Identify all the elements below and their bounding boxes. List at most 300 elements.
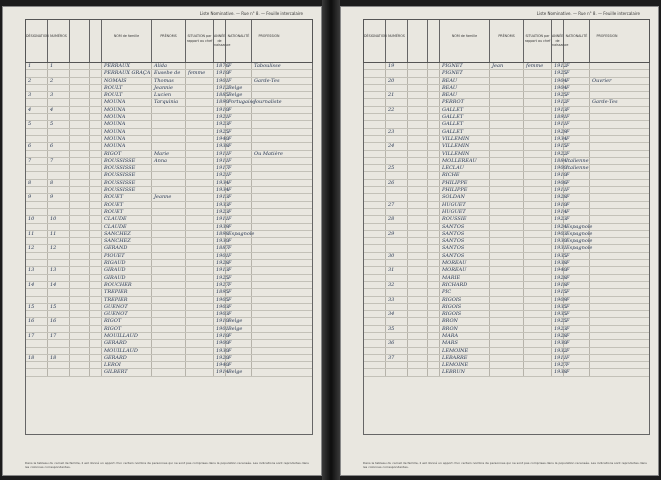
table-cell: 1921 [216,172,229,179]
table-cell [524,92,552,98]
table-cell [186,318,214,324]
table-cell: F [564,107,590,113]
table-row [364,267,649,274]
table-cell: 5 [48,121,70,127]
table-cell: 1891 [554,114,567,121]
table-cell [364,180,386,186]
table-cell [186,78,214,84]
table-cell [252,297,286,303]
table-cell [428,121,440,127]
table-row [26,348,312,355]
table-cell [364,143,386,149]
table-cell [408,275,428,281]
table-row [364,260,649,267]
table-cell [590,333,624,339]
table-cell [70,318,90,324]
table-cell: 1876 [216,63,229,69]
table-cell: 5 [26,121,48,127]
table-row [364,194,649,201]
table-cell: LEBARRE [440,355,490,361]
table-cell: GILBERT [102,369,152,375]
table-cell [490,340,524,346]
table-cell [386,369,408,375]
table-row [364,63,649,70]
table-row [26,187,312,194]
table-cell [152,238,186,244]
table-row [364,172,649,179]
table-cell: F [226,63,252,69]
table-cell: F [226,209,252,215]
table-cell [252,267,286,273]
column-header: DÉSIGNATION [364,20,386,62]
table-cell [428,180,440,186]
table-cell [90,114,102,120]
table-cell: F [226,194,252,200]
table-cell [364,275,386,281]
table-cell [524,275,552,281]
table-cell [252,282,286,288]
table-cell: 33 [386,297,408,303]
register-rows [363,63,650,435]
table-row [26,311,312,318]
table-cell: 1901 [216,325,229,332]
table-cell [364,158,386,164]
table-cell: 1935 [554,252,567,259]
table-row [364,318,649,325]
table-cell: CLAUDE [102,224,152,230]
column-header [428,20,440,62]
table-cell [26,136,48,142]
table-cell [90,129,102,135]
table-cell: 1910 [216,70,229,77]
table-cell [364,297,386,303]
table-cell: 1915 [554,143,567,150]
table-cell [152,289,186,295]
table-cell: ROUET [102,194,152,200]
table-row [26,333,312,340]
table-cell [70,267,90,273]
table-cell: 34 [386,311,408,317]
table-row [26,92,312,99]
table-cell [428,85,440,91]
table-row [364,348,649,355]
table-cell [186,85,214,91]
table-cell [490,231,524,237]
table-cell [364,238,386,244]
table-cell: F [226,355,252,361]
table-cell: F [226,114,252,120]
table-cell [152,253,186,259]
column-header: PRÉNOMS [490,20,524,62]
table-cell: Espagnole [566,238,593,245]
table-cell [364,333,386,339]
table-cell [408,187,428,193]
table-cell: Italienne [566,165,589,172]
table-cell: 37 [386,355,408,361]
table-cell: F [564,369,590,375]
table-cell: 1922 [554,150,567,157]
table-cell [152,260,186,266]
table-cell [152,333,186,339]
table-cell [48,297,70,303]
table-cell [252,114,286,120]
table-cell [186,92,214,98]
table-cell: PERROT [440,99,490,105]
table-cell [252,158,286,164]
table-cell: 1923 [554,325,567,332]
table-row [26,238,312,245]
table-cell: 7 [48,158,70,164]
table-cell: 1911 [216,216,229,223]
table-cell: MOUNA [102,136,152,142]
table-cell [186,209,214,215]
table-cell: RIGOT [102,326,152,332]
table-cell [186,348,214,354]
table-cell: Jean [490,63,524,69]
table-cell [590,253,624,259]
table-cell: 1910 [216,106,229,113]
table-cell: F [564,333,590,339]
table-cell: VILLEMIN [440,143,490,149]
table-cell [590,121,624,127]
table-cell [590,348,624,354]
table-cell: CLAUDE [102,216,152,222]
table-cell: 1933 [216,201,229,208]
table-cell [524,180,552,186]
table-cell: 1925 [554,318,567,325]
table-cell [524,194,552,200]
table-cell: MOUNA [102,121,152,127]
table-cell [428,63,440,69]
table-cell [590,165,624,171]
table-cell [48,172,70,178]
table-cell [408,121,428,127]
table-cell [186,121,214,127]
table-cell [590,143,624,149]
table-cell [70,172,90,178]
table-cell: F [226,245,252,251]
table-row [364,245,649,252]
table-cell [490,348,524,354]
table-row [364,99,649,106]
table-cell: 1934 [216,187,229,194]
table-cell [152,304,186,310]
table-cell: MOUILLAUD [102,348,152,354]
right-register-page [340,6,659,476]
table-cell: Tarquinia [152,99,186,105]
table-cell [386,136,408,142]
table-row [364,304,649,311]
table-cell [186,216,214,222]
table-cell: 1930 [554,238,567,245]
table-cell [186,136,214,142]
table-cell [590,318,624,324]
table-cell [90,63,102,69]
table-cell: 1914 [554,208,567,215]
table-cell [408,70,428,76]
table-row [364,282,649,289]
table-cell [524,216,552,222]
column-header: ANNÉE de naissance [552,20,564,62]
table-cell: 11 [48,231,70,237]
table-cell [386,224,408,230]
table-cell: F [564,260,590,266]
table-cell: Espagnole [566,230,593,237]
table-cell: F [226,172,252,178]
table-row [26,362,312,369]
table-cell [252,369,286,375]
table-cell [590,172,624,178]
table-cell [252,129,286,135]
table-cell [364,304,386,310]
table-cell: 1924 [554,223,567,230]
table-cell [90,121,102,127]
table-cell: SANCHEZ [102,238,152,244]
table-cell: F [226,129,252,135]
table-row [26,289,312,296]
table-cell: 1925 [554,92,567,99]
table-cell [26,289,48,295]
table-cell: MOUNA [102,143,152,149]
table-cell [490,165,524,171]
table-cell [364,187,386,193]
table-cell [152,297,186,303]
table-cell: BEAU [440,85,490,91]
table-cell: GERARD [102,340,152,346]
table-cell: Belge [226,92,252,98]
table-cell [90,99,102,105]
table-cell [490,333,524,339]
table-cell: 3 [48,92,70,98]
table-cell [186,282,214,288]
table-cell [48,289,70,295]
table-cell [252,362,286,368]
table-cell [428,216,440,222]
table-cell [26,369,48,375]
table-cell: Jeannie [152,85,186,91]
table-cell: LEBRUN [440,369,490,375]
table-cell [408,333,428,339]
table-cell: 12 [48,245,70,251]
table-cell [590,238,624,244]
table-cell: 1895 [216,289,229,296]
table-cell [70,355,90,361]
table-cell: F [226,158,252,164]
table-cell [364,70,386,76]
table-cell [428,282,440,288]
table-cell [364,348,386,354]
table-cell: BOULT [102,85,152,91]
table-cell [26,297,48,303]
table-cell [590,194,624,200]
table-cell [252,209,286,215]
table-cell: Taboulisse [254,63,281,69]
table-cell: 1920 [216,354,229,361]
table-cell: 23 [386,129,408,135]
table-cell [90,311,102,317]
table-row [364,369,649,376]
table-cell [48,202,70,208]
table-row [364,202,649,209]
table-cell [90,180,102,186]
table-cell: F [226,267,252,273]
column-header: NOM de famille [440,20,490,62]
table-cell [408,85,428,91]
table-cell: LEMOINE [440,348,490,354]
table-cell: BOUSSISSE [102,187,152,193]
table-cell [152,275,186,281]
table-cell [252,340,286,346]
table-cell [364,253,386,259]
table-cell [428,224,440,230]
table-row [364,121,649,128]
table-cell [524,289,552,295]
table-cell [70,245,90,251]
table-cell: 13 [48,267,70,273]
table-cell [152,136,186,142]
table-cell: 1930 [216,347,229,354]
table-cell [252,172,286,178]
table-cell: 14 [26,282,48,288]
table-row [26,70,312,77]
table-cell: Belge [226,326,252,332]
table-cell [524,260,552,266]
table-cell [524,231,552,237]
table-cell [408,369,428,375]
table-cell [90,70,102,76]
table-cell [26,275,48,281]
table-cell [90,216,102,222]
table-cell [152,187,186,193]
table-cell [186,187,214,193]
table-cell [70,187,90,193]
table-cell: Italienne [566,157,589,164]
column-header: SITUATION par rapport au chef [186,20,214,62]
table-cell: 1 [26,63,48,69]
table-cell: 15 [26,304,48,310]
table-cell [26,224,48,230]
table-cell [364,362,386,368]
table-cell [252,92,286,98]
table-cell: 1912 [554,63,567,69]
table-cell [70,275,90,281]
table-cell: F [564,348,590,354]
table-row [364,238,649,245]
table-cell: MOUNA [102,99,152,105]
table-cell [524,114,552,120]
table-cell [386,304,408,310]
table-cell [524,355,552,361]
table-cell [524,70,552,76]
table-cell: F [564,121,590,127]
table-cell: RICHE [440,172,490,178]
table-cell [70,238,90,244]
table-cell [386,289,408,295]
table-cell [70,260,90,266]
table-cell [428,209,440,215]
table-cell [408,194,428,200]
table-cell: F [226,297,252,303]
table-cell [428,158,440,164]
table-cell [428,318,440,324]
table-cell: 1939 [216,223,229,230]
table-row [26,63,312,70]
table-cell: RIGOT [102,318,152,324]
table-cell [186,194,214,200]
table-cell [490,143,524,149]
table-cell [428,172,440,178]
table-cell: 1923 [554,216,567,223]
table-cell: 1938 [216,143,229,150]
table-cell: 1890 [216,99,229,106]
table-cell: Espagnole [566,245,593,252]
table-cell [524,297,552,303]
table-cell [490,151,524,157]
table-cell: 1938 [554,260,567,267]
table-cell [590,85,624,91]
table-cell [48,151,70,157]
table-cell: 27 [386,202,408,208]
table-cell: NOMAIS [102,78,152,84]
table-row [364,70,649,77]
table-row [364,78,649,85]
table-cell: 18 [48,355,70,361]
register-rows [25,63,313,435]
table-cell: F [226,260,252,266]
table-cell [90,369,102,375]
table-row [364,187,649,194]
table-cell [186,180,214,186]
table-cell [364,340,386,346]
table-cell [70,289,90,295]
table-cell [252,216,286,222]
table-cell: SANTOS [440,238,490,244]
table-cell [252,275,286,281]
table-cell [90,92,102,98]
table-cell [428,107,440,113]
table-cell [408,231,428,237]
table-cell [524,245,552,251]
table-cell [70,78,90,84]
table-cell: F [226,78,252,84]
table-cell: F [564,151,590,157]
table-cell [524,121,552,127]
table-cell [524,78,552,84]
table-cell [152,129,186,135]
table-cell [186,151,214,157]
table-cell [90,107,102,113]
table-cell: Garde-Tes [592,99,618,106]
table-cell: MOUILLAUD [102,333,152,339]
table-cell: F [564,340,590,346]
table-cell [90,187,102,193]
table-cell [428,92,440,98]
table-row [364,114,649,121]
table-cell [70,202,90,208]
table-cell: 1925 [216,128,229,135]
table-cell [364,202,386,208]
table-cell [90,172,102,178]
table-cell [386,362,408,368]
table-cell [26,129,48,135]
table-row [26,253,312,260]
table-cell [408,245,428,251]
table-cell [90,143,102,149]
table-cell [408,348,428,354]
table-cell: F [564,99,590,105]
table-cell [152,209,186,215]
table-cell [364,165,386,171]
